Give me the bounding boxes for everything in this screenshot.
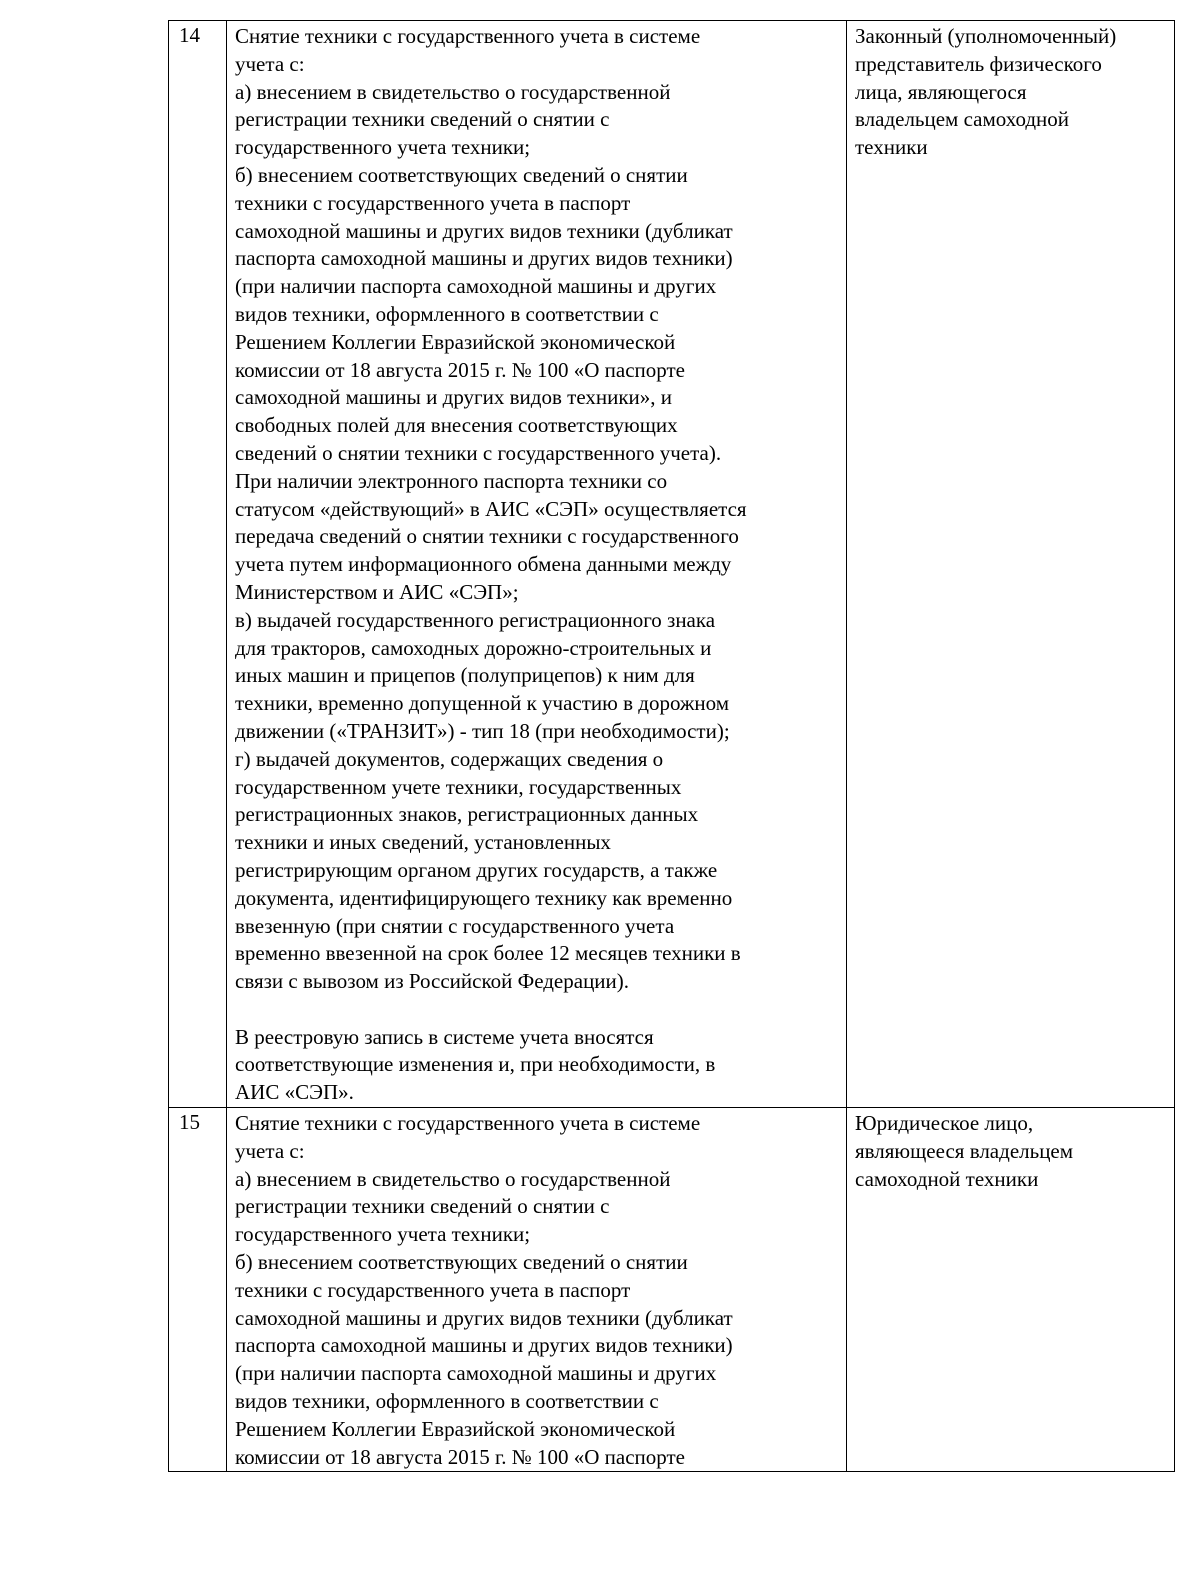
description-line: техники с государственного учета в паспорт — [235, 190, 631, 215]
description-line: При наличии электронного паспорта техники со — [235, 468, 668, 493]
description-line: комиссии от 18 августа 2015 г. № 100 «О паспорте — [235, 357, 685, 382]
applicant-line: Законный (уполномоченный) — [855, 24, 1117, 48]
description-line: регистрирующим органом других государств, а также — [235, 857, 718, 882]
row-number: 15 — [179, 1110, 200, 1135]
description-line: видов техники, оформленного в соответствии с — [235, 301, 659, 326]
description-cell — [227, 1108, 847, 1472]
description-line: Решением Коллегии Евразийской экономической — [235, 1416, 676, 1441]
description-line: временно ввезенной на срок более 12 месяцев техники в — [235, 941, 741, 966]
description-line: передача сведений о снятии техники с государственного — [235, 524, 739, 549]
description-line: техники с государственного учета в паспорт — [235, 1277, 631, 1302]
description-line: Снятие техники с государственного учета в системе — [235, 1111, 701, 1136]
applicant-line: лица, являющегося — [855, 79, 1027, 104]
description-line: документа, идентифицирующего технику как временно — [235, 885, 733, 910]
description-line: а) внесением в свидетельство о государственной — [235, 79, 671, 104]
note-line: соответствующие изменения и, при необходимости, в — [235, 1052, 716, 1077]
description-line: б) внесением соответствующих сведений о снятии — [235, 162, 688, 187]
description-line: самоходной машины и других видов техники», и — [235, 385, 673, 410]
description-line: ввезенную (при снятии с государственного учета — [235, 913, 675, 938]
description-line: учета с: — [235, 51, 305, 76]
description-line: учета путем информационного обмена данными между — [235, 552, 732, 577]
table-body — [169, 21, 1175, 1472]
description-line: паспорта самоходной машины и других видов техники) — [235, 1333, 733, 1358]
description-line: техники, временно допущенной к участию в дорожном — [235, 691, 730, 716]
row-number: 14 — [179, 23, 200, 47]
description-line: паспорта самоходной машины и других видов техники) — [235, 246, 733, 271]
description-line: видов техники, оформленного в соответствии с — [235, 1389, 659, 1414]
description-line: самоходной машины и других видов техники (дубликат — [235, 1305, 733, 1330]
description-line: самоходной машины и других видов техники (дубликат — [235, 218, 733, 243]
row-number-cell — [169, 1108, 227, 1472]
applicant-line: Юридическое лицо, — [855, 1111, 1034, 1136]
description-line: г) выдачей документов, содержащих сведения о — [235, 746, 664, 771]
note-line: В реестровую запись в системе учета вносятся — [235, 1024, 654, 1049]
description-line: в) выдачей государственного регистрационного знака — [235, 607, 716, 632]
description-line: регистрационных знаков, регистрационных данных — [235, 802, 699, 827]
description-line: связи с вывозом из Российской Федерации). — [235, 969, 630, 994]
description-line: б) внесением соответствующих сведений о снятии — [235, 1250, 688, 1275]
description-line: для тракторов, самоходных дорожно-строительных и — [235, 635, 712, 660]
applicant-line: представитель физического — [855, 51, 1102, 76]
paragraph-gap — [235, 996, 838, 1024]
description-line: (при наличии паспорта самоходной машины и других — [235, 1361, 717, 1386]
description-line: а) внесением в свидетельство о государственной — [235, 1166, 671, 1191]
applicant-line: владельцем самоходной — [855, 107, 1070, 132]
description-line: регистрации техники сведений о снятии с — [235, 1194, 610, 1219]
description-line: техники и иных сведений, установленных — [235, 830, 611, 855]
description-line: иных машин и прицепов (полуприцепов) к ним для — [235, 663, 695, 688]
description-line: государственного учета техники; — [235, 1222, 531, 1247]
row-number-cell — [169, 21, 227, 1108]
description-line: свободных полей для внесения соответствующих — [235, 413, 678, 438]
applicant-line: являющееся владельцем — [855, 1138, 1074, 1163]
description-line: регистрации техники сведений о снятии с — [235, 107, 610, 132]
table-row — [169, 1108, 1175, 1472]
applicant-line: самоходной техники — [855, 1166, 1039, 1191]
description-line: учета с: — [235, 1138, 305, 1163]
description-line: сведений о снятии техники с государственного учета). — [235, 440, 722, 465]
description-line: государственном учете техники, государственных — [235, 774, 682, 799]
applicant-cell — [847, 1108, 1175, 1472]
description-line: Снятие техники с государственного учета в системе — [235, 24, 701, 48]
description-line: движении («ТРАНЗИТ») - тип 18 (при необходимости); — [235, 718, 730, 743]
description-line: Решением Коллегии Евразийской экономической — [235, 329, 676, 354]
description-line: Министерством и АИС «СЭП»; — [235, 579, 519, 604]
description-line: (при наличии паспорта самоходной машины и других — [235, 274, 717, 299]
description-line: государственного учета техники; — [235, 135, 531, 160]
description-cell — [227, 21, 847, 1108]
note-line: АИС «СЭП». — [235, 1080, 354, 1105]
table-row — [169, 21, 1175, 1108]
document-table — [168, 20, 1175, 1472]
description-line: статусом «действующий» в АИС «СЭП» осуществляется — [235, 496, 747, 521]
applicant-line: техники — [855, 135, 928, 160]
description-line: комиссии от 18 августа 2015 г. № 100 «О паспорте — [235, 1444, 685, 1469]
applicant-cell — [847, 21, 1175, 1108]
